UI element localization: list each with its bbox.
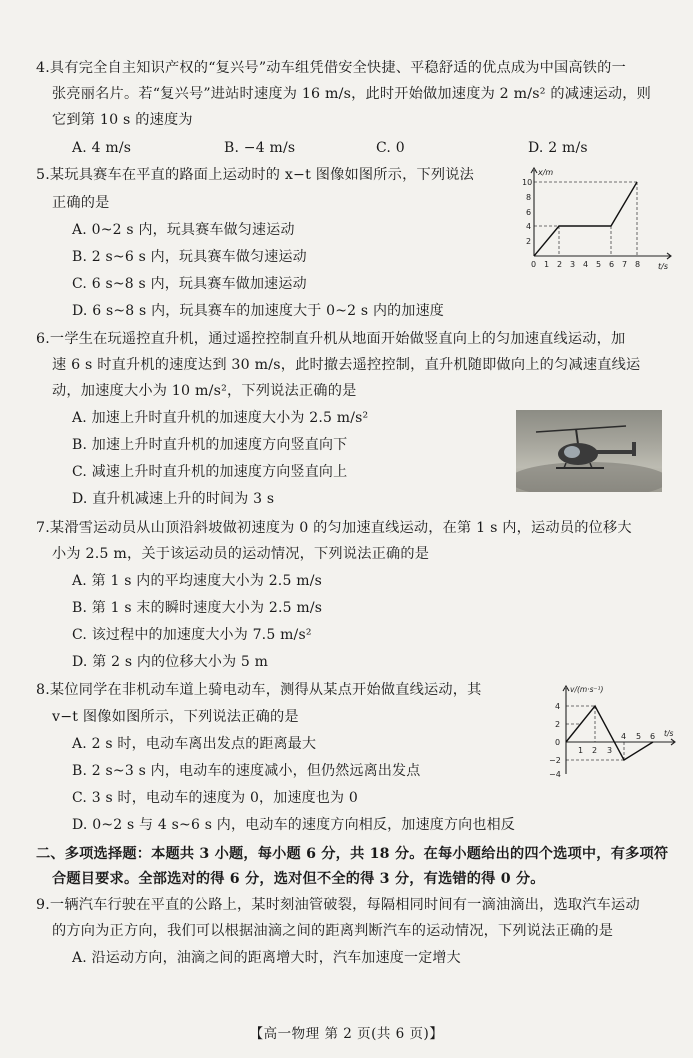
- vt-x-tick-1: 1: [578, 746, 584, 755]
- xt-y-tick-8: 8: [526, 193, 532, 202]
- q4-line-2: 张亮丽名片。若“复兴号”进站时速度为 16 m/s，此时开始做加速度为 2 m/s² 的减速运动，则: [52, 86, 652, 102]
- vt-graph: [546, 682, 686, 778]
- q9-line-1: 9.一辆汽车行驶在平直的公路上，某时刻油管破裂，每隔相同时间有一滴油滴出，选取汽车运动: [36, 897, 640, 913]
- q6-option-a: A. 加速上升时直升机的加速度大小为 2.5 m/s²: [72, 410, 369, 426]
- xt-graph: [520, 166, 680, 274]
- q8-line-1: 8.某位同学在非机动车道上骑电动车，测得从某点开始做直线运动，其: [36, 682, 482, 698]
- q5-option-b: B. 2 s~6 s 内，玩具赛车做匀速运动: [72, 249, 307, 265]
- q4-option-d: D. 2 m/s: [528, 140, 588, 156]
- xt-x-tick-2: 2: [557, 260, 563, 269]
- q5-option-a: A. 0~2 s 内，玩具赛车做匀速运动: [72, 222, 295, 238]
- q6-option-c: C. 减速上升时直升机的加速度方向竖直向上: [72, 464, 348, 480]
- xt-x-tick-6: 6: [609, 260, 615, 269]
- vt-x-tick-6: 6: [650, 732, 656, 741]
- q4-line-1: 4.具有完全自主知识产权的“复兴号”动车组凭借安全快捷、平稳舒适的优点成为中国高铁的一: [36, 60, 626, 76]
- q6-option-b: B. 加速上升时直升机的加速度方向竖直向下: [72, 437, 348, 453]
- xt-graph-dashed-lines: [534, 182, 637, 256]
- section2-heading-line-1: 二、多项选择题：本题共 3 小题，每小题 6 分，共 18 分。在每小题给出的四个选项中，有多项符: [36, 846, 669, 862]
- vt-x-tick-5: 5: [636, 732, 642, 741]
- q4-option-c: C. 0: [376, 140, 405, 156]
- q8-option-a: A. 2 s 时，电动车离出发点的距离最大: [72, 736, 317, 752]
- xt-x-tick-7: 7: [622, 260, 628, 269]
- q7-line-1: 7.某滑雪运动员从山顶沿斜坡做初速度为 0 的匀加速直线运动，在第 1 s 内，运动员的位移大: [36, 520, 632, 536]
- vt-y-tick-4: 4: [555, 702, 561, 711]
- q6-line-3: 动，加速度大小为 10 m/s²，下列说法正确的是: [52, 383, 357, 399]
- vt-y-tick-2: 2: [555, 720, 561, 729]
- q4-option-a: A. 4 m/s: [72, 140, 132, 156]
- q7-option-a: A. 第 1 s 内的平均速度大小为 2.5 m/s: [72, 573, 322, 589]
- page-footer: 【高一物理 第 2 页(共 6 页)】: [249, 1026, 444, 1042]
- xt-y-tick-10: 10: [522, 178, 533, 187]
- q6-line-2: 速 6 s 时直升机的速度达到 30 m/s，此时撤去遥控控制，直升机随即做向上的匀减速直线运: [52, 357, 641, 373]
- xt-graph-line: [534, 182, 637, 256]
- helicopter-photo: [516, 410, 662, 492]
- vt-x-label: t/s: [664, 729, 674, 738]
- q9-option-a: A. 沿运动方向，油滴之间的距离增大时，汽车加速度一定增大: [72, 950, 461, 966]
- q7-option-c: C. 该过程中的加速度大小为 7.5 m/s²: [72, 627, 312, 643]
- vt-y-tick-0: 0: [555, 738, 561, 747]
- q6-option-d: D. 直升机减速上升的时间为 3 s: [72, 491, 275, 507]
- xt-y-tick-6: 6: [526, 208, 532, 217]
- xt-y-tick-4: 4: [526, 222, 532, 231]
- q9-line-2: 的方向为正方向，我们可以根据油滴之间的距离判断汽车的运动情况，下列说法正确的是: [52, 923, 614, 939]
- q8-line-2: v−t 图像如图所示，下列说法正确的是: [52, 709, 299, 725]
- q8-option-b: B. 2 s~3 s 内，电动车的速度减小，但仍然远离出发点: [72, 763, 421, 779]
- q5-option-d: D. 6 s~8 s 内，玩具赛车的加速度大于 0~2 s 内的加速度: [72, 303, 444, 319]
- xt-y-tick-2: 2: [526, 237, 532, 246]
- vt-graph-axes: [563, 686, 675, 774]
- q4-line-3: 它到第 10 s 的速度为: [52, 112, 193, 128]
- q7-option-d: D. 第 2 s 内的位移大小为 5 m: [72, 654, 269, 670]
- vt-y-tick-neg2: −2: [549, 756, 561, 765]
- q8-option-d: D. 0~2 s 与 4 s~6 s 内，电动车的速度方向相反，加速度方向也相反: [72, 817, 515, 833]
- xt-y-label: x/m: [538, 168, 554, 177]
- vt-y-label: v/(m·s⁻¹): [570, 685, 604, 694]
- q6-line-1: 6.一学生在玩遥控直升机，通过遥控控制直升机从地面开始做竖直向上的匀加速直线运动，加: [36, 331, 626, 347]
- q7-line-2: 小为 2.5 m，关于该运动员的运动情况，下列说法正确的是: [52, 546, 430, 562]
- xt-x-tick-5: 5: [596, 260, 602, 269]
- q5-option-c: C. 6 s~8 s 内，玩具赛车做加速运动: [72, 276, 307, 292]
- vt-x-tick-4: 4: [621, 732, 627, 741]
- vt-x-tick-2: 2: [592, 746, 598, 755]
- q4-option-b: B. −4 m/s: [224, 140, 296, 156]
- section2-heading-line-2: 合题目要求。全部选对的得 6 分，选对但不全的得 3 分，有选错的得 0 分。: [52, 871, 545, 887]
- xt-x-tick-4: 4: [583, 260, 589, 269]
- q7-option-b: B. 第 1 s 末的瞬时速度大小为 2.5 m/s: [72, 600, 323, 616]
- vt-y-tick-neg4: −4: [549, 770, 561, 778]
- q5-line-1: 5.某玩具赛车在平直的路面上运动时的 x−t 图像如图所示，下列说法: [36, 167, 475, 183]
- xt-x-tick-3: 3: [570, 260, 576, 269]
- xt-x-tick-8: 8: [635, 260, 641, 269]
- helicopter-icon: [516, 410, 662, 492]
- vt-x-tick-3: 3: [607, 746, 613, 755]
- xt-x-tick-0: 0: [531, 260, 537, 269]
- xt-x-label: t/s: [658, 262, 668, 271]
- xt-x-tick-1: 1: [544, 260, 550, 269]
- q5-line-2: 正确的是: [52, 195, 110, 211]
- q8-option-c: C. 3 s 时，电动车的速度为 0，加速度也为 0: [72, 790, 359, 806]
